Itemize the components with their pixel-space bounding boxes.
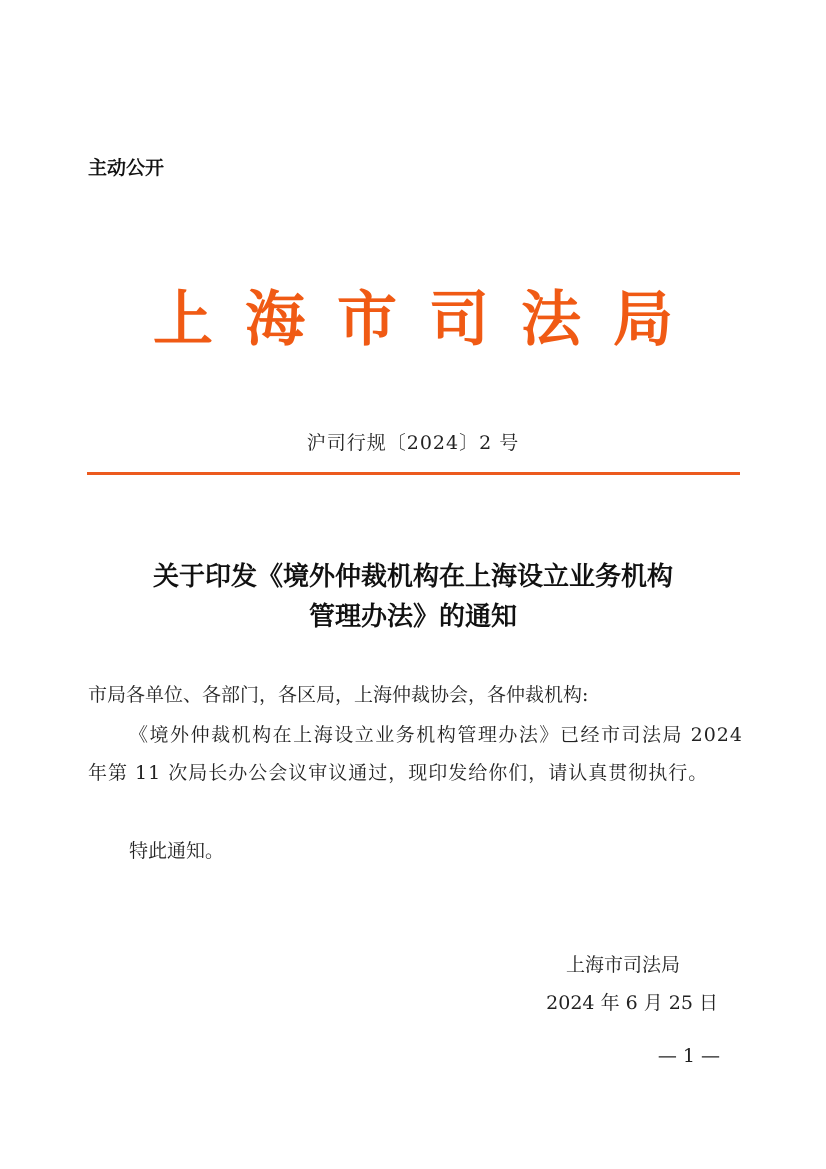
issuer-heading <box>0 272 826 368</box>
disclosure-label: 主动公开 <box>88 157 165 179</box>
signature-organization: 上海市司法局 <box>566 954 681 976</box>
notice-title <box>60 557 766 637</box>
issuer-char: 法 <box>521 285 581 355</box>
signature-date: 2024 年 6 月 25 日 <box>546 992 718 1014</box>
issuer-char: 司 <box>429 285 489 355</box>
red-divider <box>87 472 740 475</box>
closing-line: 特此通知。 <box>129 840 225 862</box>
issuer-char: 上 <box>153 285 213 355</box>
notice-title-line: 关于印发《境外仲裁机构在上海设立业务机构 <box>152 562 673 592</box>
body-paragraph: 《境外仲裁机构在上海设立业务机构管理办法》已经市司法局 2024 年第 11 次局长办公会议审议通过，现印发给你们，请认真贯彻执行。 <box>88 724 743 784</box>
issuer-char: 海 <box>245 285 305 355</box>
page-number: — 1 — <box>657 1045 720 1067</box>
issuer-char: 市 <box>337 285 397 355</box>
issuer-char: 局 <box>613 285 673 355</box>
notice-title-line: 管理办法》的通知 <box>308 602 517 632</box>
salutation: 市局各单位、各部门，各区局，上海仲裁协会，各仲裁机构: <box>88 684 589 706</box>
document-number: 沪司行规〔2024〕2 号 <box>306 432 520 454</box>
